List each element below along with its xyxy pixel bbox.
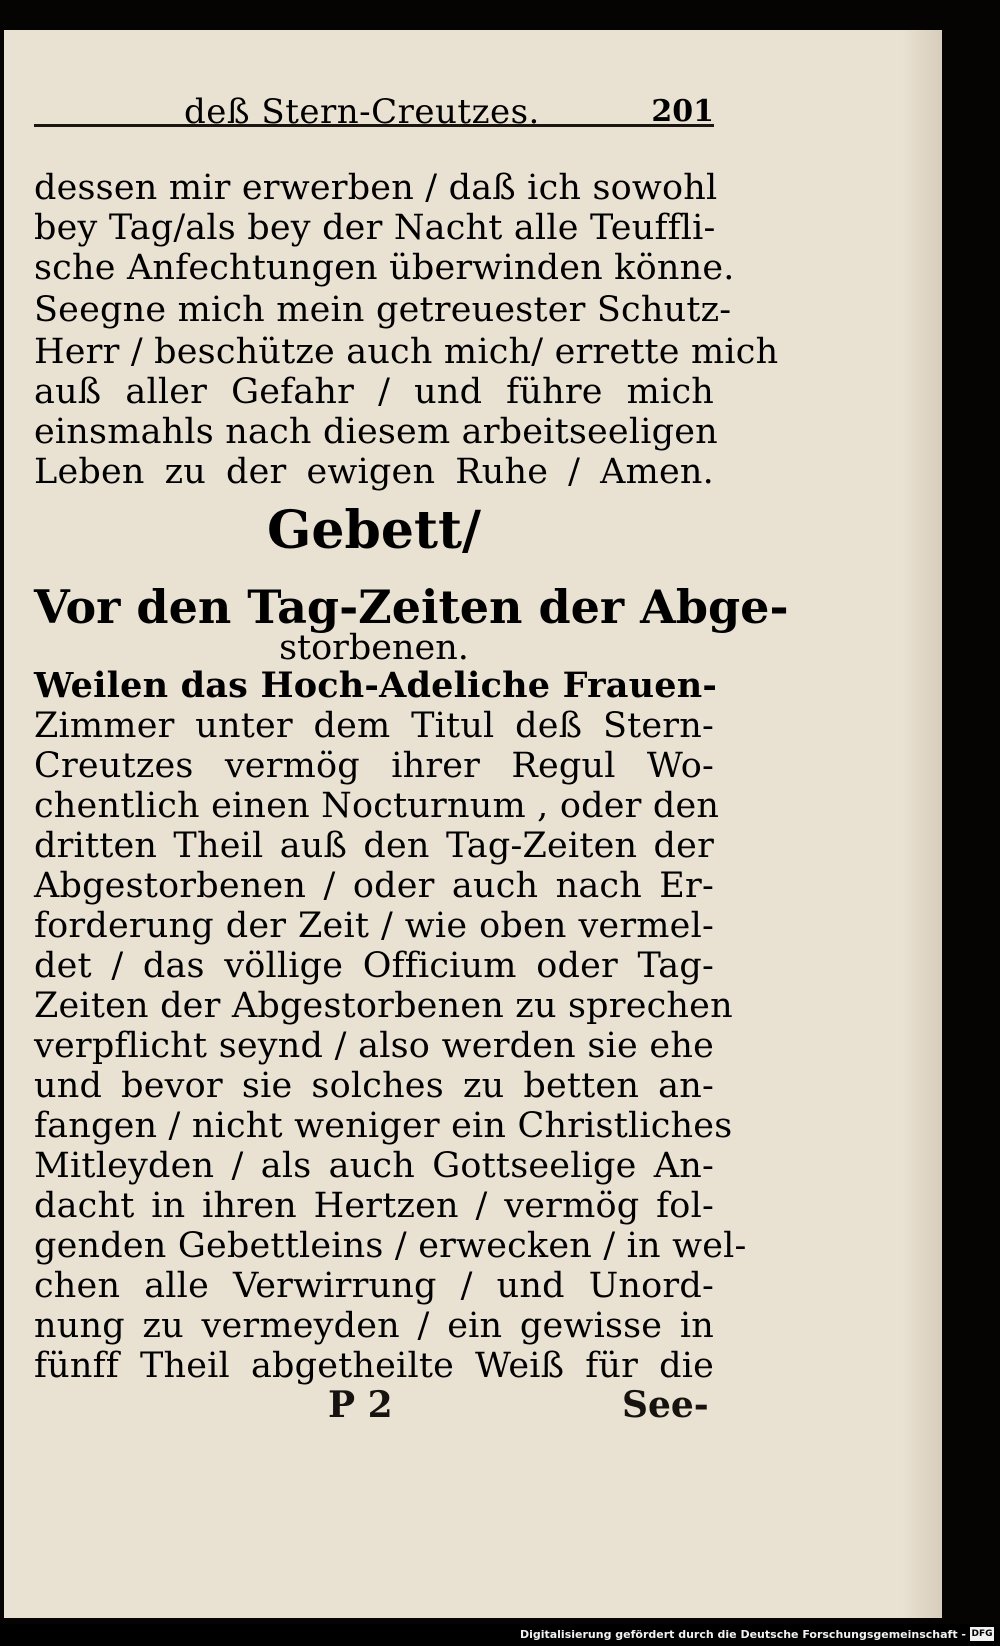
text-line: chen alle Verwirrung / und Unord-	[34, 1266, 714, 1306]
text-line: fünff Theil abgetheilte Weiß für die	[34, 1346, 714, 1386]
text-line: chentlich einen Nocturnum , oder den	[34, 786, 720, 826]
text-line: dacht in ihren Hertzen / vermög fol-	[34, 1186, 714, 1226]
text-line: det / das völlige Officium oder Tag-	[34, 946, 714, 986]
catchword: See-	[622, 1384, 709, 1426]
text-line: verpflicht seynd / also werden sie ehe	[34, 1026, 714, 1066]
text-line: Weilen das Hoch-Adeliche Frauen-	[34, 665, 718, 706]
dfg-logo: DFG	[971, 1629, 993, 1639]
page-edge-shadow	[902, 30, 942, 1618]
section-subheading: Vor den Tag-Zeiten der Abge-	[34, 580, 789, 634]
text-line: Leben zu der ewigen Ruhe / Amen.	[34, 452, 714, 492]
footer-credit: Digitalisierung gefördert durch die Deutsche Forschungsgemeinschaft -	[519, 1628, 966, 1641]
text-line: Zimmer unter dem Titul deß Stern-	[34, 706, 714, 746]
text-line: Zeiten der Abgestorbenen zu sprechen	[34, 986, 733, 1026]
text-line: Abgestorbenen / oder auch nach Er-	[34, 866, 714, 906]
running-head-title: deß Stern-Creutzes.	[184, 92, 540, 132]
text-line: Herr / beschütze auch mich/ errette mich	[34, 332, 779, 372]
text-line: Creutzes vermög ihrer Regul Wo-	[34, 746, 714, 786]
section-heading: Gebett/	[267, 500, 481, 561]
text-line: forderung der Zeit / wie oben vermel-	[34, 906, 714, 946]
text-line: nung zu vermeyden / ein gewisse in	[34, 1306, 714, 1346]
text-line: fangen / nicht weniger ein Christliches	[34, 1106, 733, 1146]
text-line: dessen mir erwerben / daß ich sowohl	[34, 168, 718, 208]
text-line: bey Tag/als bey der Nacht alle Teuffli-	[34, 208, 716, 248]
signature-mark: P 2	[328, 1384, 393, 1426]
text-line: Seegne mich mein getreuester Schutz-	[34, 290, 732, 330]
text-line: Mitleyden / als auch Gottseelige An-	[34, 1146, 714, 1186]
text-line: dritten Theil auß den Tag-Zeiten der	[34, 826, 714, 866]
running-head	[34, 88, 714, 138]
text-line: auß aller Gefahr / und führe mich	[34, 372, 714, 412]
text-line: und bevor sie solches zu betten an-	[34, 1066, 714, 1106]
section-subheading-continued: storbenen.	[279, 628, 469, 668]
text-line: einsmahls nach diesem arbeitseeligen	[34, 412, 718, 452]
text-line: genden Gebettleins / erwecken / in wel-	[34, 1226, 747, 1266]
text-line: sche Anfechtungen überwinden könne.	[34, 248, 735, 288]
page-number: 201	[651, 94, 714, 129]
header-rule	[34, 124, 714, 127]
